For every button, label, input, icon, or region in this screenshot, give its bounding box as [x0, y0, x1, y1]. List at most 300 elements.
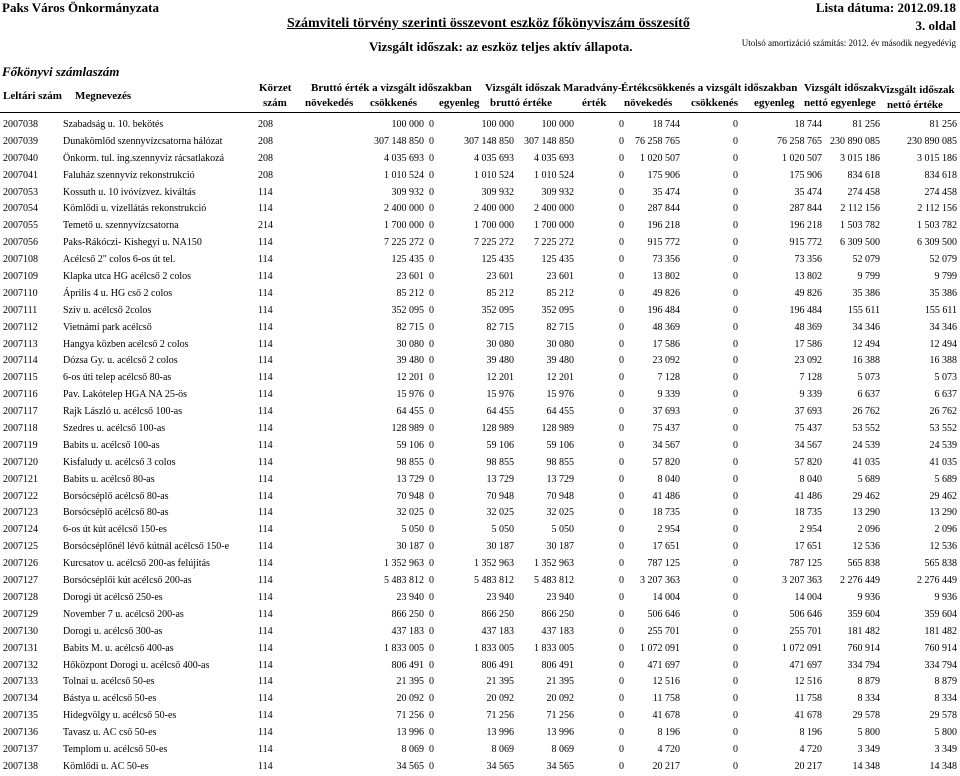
cell-brutto-novekedes: 309 932 — [391, 186, 424, 198]
cell-korzet: 114 — [258, 507, 273, 519]
cell-ertekcsokk-novekedes: 8 040 — [657, 473, 680, 485]
cell-korzet: 114 — [258, 625, 273, 637]
table-row — [0, 438, 960, 455]
cell-brutto-csokkenes: 0 — [429, 659, 434, 671]
cell-ertekcsokk-csokkenes: 0 — [733, 271, 738, 283]
cell-netto-egyenlege: 53 552 — [852, 423, 880, 435]
cell-leltari-szam: 2007114 — [3, 355, 38, 367]
cell-brutto-csokkenes: 0 — [429, 693, 434, 705]
cell-ertekcsokk-csokkenes: 0 — [733, 254, 738, 266]
cell-brutto-csokkenes: 0 — [429, 507, 434, 519]
col-brutto-csokkenes: csökkenés — [370, 97, 418, 109]
cell-leltari-szam: 2007129 — [3, 608, 38, 620]
cell-netto-egyenlege: 5 073 — [857, 372, 880, 384]
cell-brutto-egyenleg: 34 565 — [486, 760, 514, 772]
cell-ertekcsokk-egyenleg: 34 567 — [794, 439, 822, 451]
cell-korzet: 114 — [258, 693, 273, 705]
cell-ertekcsokk-novekedes: 915 772 — [647, 237, 680, 249]
cell-korzet: 114 — [258, 558, 273, 570]
cell-megnevezes: Borsócséplő acélcső 80-as — [63, 507, 169, 519]
cell-brutto-csokkenes: 0 — [429, 490, 434, 502]
cell-brutto-csokkenes: 0 — [429, 203, 434, 215]
cell-ertekcsokk-csokkenes: 0 — [733, 608, 738, 620]
cell-brutto-egyenleg: 13 729 — [486, 473, 514, 485]
cell-ertekcsokk-novekedes: 12 516 — [652, 676, 680, 688]
cell-brutto-csokkenes: 0 — [429, 152, 434, 164]
cell-netto-erteke: 3 349 — [934, 743, 957, 755]
cell-ertekcsokk-csokkenes: 0 — [733, 524, 738, 536]
cell-leltari-szam: 2007056 — [3, 237, 38, 249]
col-leltari: Leltári szám — [3, 90, 62, 102]
cell-brutto-novekedes: 7 225 272 — [384, 237, 424, 249]
cell-netto-erteke: 29 578 — [929, 710, 957, 722]
cell-ertekcsokk-novekedes: 2 954 — [657, 524, 680, 536]
cell-brutto-novekedes: 12 201 — [396, 372, 424, 384]
cell-vizsgalt-brutto-erteke: 85 212 — [546, 287, 574, 299]
cell-leltari-szam: 2007040 — [3, 152, 38, 164]
cell-ertekcsokk-csokkenes: 0 — [733, 220, 738, 232]
cell-korzet: 114 — [258, 676, 273, 688]
cell-korzet: 114 — [258, 575, 273, 587]
cell-leltari-szam: 2007125 — [3, 541, 38, 553]
col-ertekcsokk-csokkenes: csökkenés — [691, 97, 739, 109]
cell-brutto-egyenleg: 5 050 — [491, 524, 514, 536]
cell-maradvany-ertek: 0 — [619, 152, 624, 164]
cell-brutto-csokkenes: 0 — [429, 254, 434, 266]
cell-leltari-szam: 2007132 — [3, 659, 38, 671]
cell-megnevezes: Acélcső 2" colos 6-os út tel. — [63, 254, 176, 266]
table-row — [0, 370, 960, 387]
cell-brutto-novekedes: 437 183 — [391, 625, 424, 637]
cell-ertekcsokk-csokkenes: 0 — [733, 507, 738, 519]
cell-brutto-novekedes: 128 989 — [391, 423, 424, 435]
cell-netto-erteke: 12 494 — [929, 338, 957, 350]
table-row — [0, 353, 960, 370]
cell-ertekcsokk-egyenleg: 76 258 765 — [777, 135, 822, 147]
cell-brutto-novekedes: 21 395 — [396, 676, 424, 688]
cell-maradvany-ertek: 0 — [619, 760, 624, 772]
cell-netto-egyenlege: 230 890 085 — [830, 135, 880, 147]
cell-korzet: 114 — [258, 304, 273, 316]
cell-brutto-csokkenes: 0 — [429, 541, 434, 553]
cell-ertekcsokk-novekedes: 196 218 — [647, 220, 680, 232]
cell-megnevezes: Templom u. acélcső 50-es — [63, 743, 168, 755]
cell-netto-erteke: 5 689 — [934, 473, 957, 485]
cell-megnevezes: Dorogi út acélcső 250-es — [63, 591, 163, 603]
cell-ertekcsokk-egyenleg: 1 020 507 — [782, 152, 822, 164]
cell-brutto-egyenleg: 100 000 — [481, 119, 514, 130]
cell-brutto-egyenleg: 806 491 — [481, 659, 514, 671]
cell-brutto-novekedes: 71 256 — [396, 710, 424, 722]
cell-brutto-novekedes: 39 480 — [396, 355, 424, 367]
cell-korzet: 114 — [258, 743, 273, 755]
col-netto-erteke: nettó értéke — [887, 99, 943, 111]
cell-netto-egyenlege: 2 112 156 — [840, 203, 880, 215]
cell-korzet: 208 — [258, 119, 273, 130]
cell-megnevezes: Hőközpont Dorogi u. acélcső 400-as — [63, 659, 210, 671]
cell-netto-erteke: 760 914 — [924, 642, 957, 654]
cell-brutto-novekedes: 30 080 — [396, 338, 424, 350]
cell-ertekcsokk-novekedes: 37 693 — [652, 406, 680, 418]
cell-vizsgalt-brutto-erteke: 1 352 963 — [534, 558, 574, 570]
cell-megnevezes: Szedres u. acélcső 100-as — [63, 423, 166, 435]
cell-ertekcsokk-egyenleg: 196 484 — [789, 304, 822, 316]
cell-vizsgalt-brutto-erteke: 1 833 005 — [534, 642, 574, 654]
table-row — [0, 320, 960, 337]
table-row — [0, 472, 960, 489]
cell-brutto-egyenleg: 8 069 — [491, 743, 514, 755]
cell-netto-egyenlege: 5 800 — [857, 727, 880, 739]
cell-ertekcsokk-egyenleg: 196 218 — [789, 220, 822, 232]
cell-brutto-egyenleg: 128 989 — [481, 423, 514, 435]
cell-maradvany-ertek: 0 — [619, 439, 624, 451]
cell-maradvany-ertek: 0 — [619, 727, 624, 739]
col-brutto-erteke: bruttó értéke — [490, 97, 553, 109]
cell-vizsgalt-brutto-erteke: 125 435 — [541, 254, 574, 266]
cell-ertekcsokk-egyenleg: 41 678 — [794, 710, 822, 722]
cell-vizsgalt-brutto-erteke: 23 940 — [546, 591, 574, 603]
cell-vizsgalt-brutto-erteke: 32 025 — [546, 507, 574, 519]
cell-netto-erteke: 565 838 — [924, 558, 957, 570]
cell-ertekcsokk-egyenleg: 3 207 363 — [782, 575, 822, 587]
cell-leltari-szam: 2007115 — [3, 372, 38, 384]
cell-maradvany-ertek: 0 — [619, 507, 624, 519]
cell-korzet: 114 — [258, 642, 273, 654]
cell-brutto-csokkenes: 0 — [429, 760, 434, 772]
col-maradvany: Maradvány- — [563, 82, 622, 94]
cell-ertekcsokk-csokkenes: 0 — [733, 237, 738, 249]
table-row — [0, 134, 960, 151]
cell-brutto-csokkenes: 0 — [429, 271, 434, 283]
cell-brutto-novekedes: 20 092 — [396, 693, 424, 705]
col-vizsgalt-netto-egyenleg: Vizsgált időszak — [804, 82, 880, 94]
cell-maradvany-ertek: 0 — [619, 456, 624, 468]
cell-brutto-csokkenes: 0 — [429, 608, 434, 620]
table-row — [0, 505, 960, 522]
cell-netto-egyenlege: 6 309 500 — [840, 237, 880, 249]
cell-ertekcsokk-csokkenes: 0 — [733, 676, 738, 688]
cell-ertekcsokk-csokkenes: 0 — [733, 591, 738, 603]
cell-netto-erteke: 834 618 — [924, 169, 957, 181]
cell-netto-erteke: 2 112 156 — [917, 203, 957, 215]
cell-ertekcsokk-csokkenes: 0 — [733, 541, 738, 553]
col-vizsgalt-netto-ertek: Vizsgált időszak — [879, 84, 955, 96]
cell-vizsgalt-brutto-erteke: 98 855 — [546, 456, 574, 468]
cell-korzet: 114 — [258, 271, 273, 283]
cell-maradvany-ertek: 0 — [619, 591, 624, 603]
cell-leltari-szam: 2007120 — [3, 456, 38, 468]
cell-maradvany-ertek: 0 — [619, 203, 624, 215]
table-row — [0, 168, 960, 185]
cell-leltari-szam: 2007126 — [3, 558, 38, 570]
cell-brutto-egyenleg: 1 700 000 — [474, 220, 514, 232]
cell-ertekcsokk-novekedes: 18 744 — [652, 119, 680, 130]
table-row — [0, 269, 960, 286]
cell-korzet: 114 — [258, 355, 273, 367]
table-row — [0, 742, 960, 759]
cell-netto-erteke: 5 800 — [934, 727, 957, 739]
cell-korzet: 114 — [258, 659, 273, 671]
cell-netto-egyenlege: 334 794 — [847, 659, 880, 671]
cell-brutto-csokkenes: 0 — [429, 406, 434, 418]
table-row — [0, 218, 960, 235]
cell-ertekcsokk-csokkenes: 0 — [733, 473, 738, 485]
cell-ertekcsokk-egyenleg: 287 844 — [789, 203, 822, 215]
cell-ertekcsokk-egyenleg: 18 735 — [794, 507, 822, 519]
cell-brutto-csokkenes: 0 — [429, 575, 434, 587]
cell-ertekcsokk-egyenleg: 255 701 — [789, 625, 822, 637]
cell-netto-egyenlege: 3 349 — [857, 743, 880, 755]
cell-vizsgalt-brutto-erteke: 307 148 850 — [524, 135, 574, 147]
cell-netto-erteke: 35 386 — [929, 287, 957, 299]
cell-vizsgalt-brutto-erteke: 1 700 000 — [534, 220, 574, 232]
cell-brutto-novekedes: 32 025 — [396, 507, 424, 519]
cell-ertekcsokk-csokkenes: 0 — [733, 659, 738, 671]
cell-maradvany-ertek: 0 — [619, 473, 624, 485]
cell-maradvany-ertek: 0 — [619, 271, 624, 283]
cell-netto-erteke: 12 536 — [929, 541, 957, 553]
cell-ertekcsokk-egyenleg: 12 516 — [794, 676, 822, 688]
cell-ertekcsokk-novekedes: 255 701 — [647, 625, 680, 637]
cell-vizsgalt-brutto-erteke: 71 256 — [546, 710, 574, 722]
cell-ertekcsokk-novekedes: 175 906 — [647, 169, 680, 181]
cell-korzet: 114 — [258, 710, 273, 722]
cell-ertekcsokk-csokkenes: 0 — [733, 406, 738, 418]
cell-korzet: 114 — [258, 406, 273, 418]
cell-brutto-egyenleg: 59 106 — [486, 439, 514, 451]
cell-netto-erteke: 334 794 — [924, 659, 957, 671]
cell-ertekcsokk-csokkenes: 0 — [733, 389, 738, 401]
cell-brutto-egyenleg: 12 201 — [486, 372, 514, 384]
cell-korzet: 114 — [258, 338, 273, 350]
cell-megnevezes: Vietnámi park acélcső — [63, 321, 152, 333]
cell-megnevezes: Dózsa Gy. u. acélcső 2 colos — [63, 355, 178, 367]
cell-korzet: 114 — [258, 490, 273, 502]
cell-megnevezes: Bástya u. acélcső 50-es — [63, 693, 157, 705]
cell-leltari-szam: 2007109 — [3, 271, 38, 283]
cell-megnevezes: 6-os út kút acélcső 150-es — [63, 524, 167, 536]
cell-brutto-csokkenes: 0 — [429, 710, 434, 722]
cell-netto-egyenlege: 29 462 — [852, 490, 880, 502]
cell-netto-egyenlege: 52 079 — [852, 254, 880, 266]
cell-netto-egyenlege: 274 458 — [847, 186, 880, 198]
cell-vizsgalt-brutto-erteke: 34 565 — [546, 760, 574, 772]
cell-brutto-novekedes: 64 455 — [396, 406, 424, 418]
cell-netto-erteke: 53 552 — [929, 423, 957, 435]
cell-megnevezes: 6-os úti telep acélcső 80-as — [63, 372, 172, 384]
cell-ertekcsokk-novekedes: 35 474 — [652, 186, 680, 198]
col-brutto-group: Bruttó érték a vizsgált időszakban — [311, 82, 472, 94]
cell-leltari-szam: 2007108 — [3, 254, 38, 266]
amortization-note: Utolsó amortizáció számítás: 2012. év második negyedévig — [741, 38, 956, 48]
cell-leltari-szam: 2007041 — [3, 169, 38, 181]
col-ertekcsokk-novekedes: növekedés — [624, 97, 673, 109]
cell-brutto-csokkenes: 0 — [429, 524, 434, 536]
cell-ertekcsokk-csokkenes: 0 — [733, 625, 738, 637]
col-vizsgalt-brutto: Vizsgált időszak — [485, 82, 561, 94]
table-row — [0, 404, 960, 421]
cell-korzet: 114 — [258, 287, 273, 299]
cell-korzet: 114 — [258, 389, 273, 401]
cell-megnevezes: Kisfaludy u. acélcső 3 colos — [63, 456, 176, 468]
cell-megnevezes: Kossuth u. 10 ivóvízvez. kiváltás — [63, 186, 196, 198]
cell-netto-egyenlege: 8 334 — [857, 693, 880, 705]
cell-ertekcsokk-novekedes: 4 720 — [657, 743, 680, 755]
cell-maradvany-ertek: 0 — [619, 490, 624, 502]
cell-brutto-csokkenes: 0 — [429, 676, 434, 688]
col-maradvany-ertek: érték — [582, 97, 607, 109]
table-row — [0, 337, 960, 354]
cell-megnevezes: Hidegvölgy u. acélcső 50-es — [63, 710, 177, 722]
cell-brutto-csokkenes: 0 — [429, 321, 434, 333]
table-row — [0, 607, 960, 624]
cell-ertekcsokk-novekedes: 13 802 — [652, 271, 680, 283]
cell-brutto-novekedes: 85 212 — [396, 287, 424, 299]
cell-ertekcsokk-novekedes: 23 092 — [652, 355, 680, 367]
cell-brutto-egyenleg: 20 092 — [486, 693, 514, 705]
cell-brutto-novekedes: 5 483 812 — [384, 575, 424, 587]
cell-korzet: 114 — [258, 456, 273, 468]
cell-netto-egyenlege: 1 503 782 — [840, 220, 880, 232]
cell-megnevezes: Kömlődi u. vízellátás rekonstrukció — [63, 203, 207, 215]
cell-brutto-egyenleg: 98 855 — [486, 456, 514, 468]
cell-netto-erteke: 230 890 085 — [907, 135, 957, 147]
table-row — [0, 522, 960, 539]
cell-netto-erteke: 8 334 — [934, 693, 957, 705]
col-brutto-novekedes: növekedés — [305, 97, 354, 109]
cell-leltari-szam: 2007117 — [3, 406, 38, 418]
cell-megnevezes: Rajk László u. acélcső 100-as — [63, 406, 183, 418]
cell-ertekcsokk-egyenleg: 17 586 — [794, 338, 822, 350]
cell-netto-erteke: 359 604 — [924, 608, 957, 620]
cell-megnevezes: Klapka utca HG acélcső 2 colos — [63, 271, 192, 283]
cell-netto-erteke: 2 096 — [934, 524, 957, 536]
cell-brutto-egyenleg: 15 976 — [486, 389, 514, 401]
cell-maradvany-ertek: 0 — [619, 659, 624, 671]
cell-brutto-egyenleg: 30 187 — [486, 541, 514, 553]
cell-vizsgalt-brutto-erteke: 309 932 — [541, 186, 574, 198]
table-row — [0, 235, 960, 252]
cell-ertekcsokk-csokkenes: 0 — [733, 760, 738, 772]
cell-netto-erteke: 6 309 500 — [917, 237, 957, 249]
cell-korzet: 114 — [258, 423, 273, 435]
cell-brutto-novekedes: 1 010 524 — [384, 169, 424, 181]
cell-brutto-csokkenes: 0 — [429, 558, 434, 570]
cell-korzet: 114 — [258, 727, 273, 739]
cell-netto-erteke: 1 503 782 — [917, 220, 957, 232]
cell-ertekcsokk-csokkenes: 0 — [733, 203, 738, 215]
cell-ertekcsokk-egyenleg: 9 339 — [799, 389, 822, 401]
table-row — [0, 303, 960, 320]
cell-ertekcsokk-novekedes: 287 844 — [647, 203, 680, 215]
cell-korzet: 208 — [258, 152, 273, 164]
cell-netto-egyenlege: 14 348 — [852, 760, 880, 772]
cell-brutto-egyenleg: 309 932 — [481, 186, 514, 198]
cell-brutto-egyenleg: 2 400 000 — [474, 203, 514, 215]
cell-netto-egyenlege: 34 346 — [852, 321, 880, 333]
cell-leltari-szam: 2007138 — [3, 760, 38, 772]
cell-maradvany-ertek: 0 — [619, 524, 624, 536]
cell-brutto-novekedes: 23 601 — [396, 271, 424, 283]
cell-ertekcsokk-csokkenes: 0 — [733, 642, 738, 654]
cell-leltari-szam: 2007122 — [3, 490, 38, 502]
cell-vizsgalt-brutto-erteke: 5 050 — [551, 524, 574, 536]
cell-vizsgalt-brutto-erteke: 8 069 — [551, 743, 574, 755]
cell-vizsgalt-brutto-erteke: 15 976 — [546, 389, 574, 401]
cell-ertekcsokk-csokkenes: 0 — [733, 743, 738, 755]
asset-table-body — [0, 117, 960, 776]
cell-netto-egyenlege: 3 015 186 — [840, 152, 880, 164]
cell-korzet: 214 — [258, 220, 273, 232]
cell-ertekcsokk-egyenleg: 13 802 — [794, 271, 822, 283]
cell-ertekcsokk-egyenleg: 57 820 — [794, 456, 822, 468]
cell-brutto-novekedes: 1 352 963 — [384, 558, 424, 570]
cell-netto-erteke: 29 462 — [929, 490, 957, 502]
table-row — [0, 286, 960, 303]
cell-korzet: 114 — [258, 541, 273, 553]
cell-ertekcsokk-novekedes: 76 258 765 — [635, 135, 680, 147]
cell-vizsgalt-brutto-erteke: 13 729 — [546, 473, 574, 485]
cell-netto-egyenlege: 8 879 — [857, 676, 880, 688]
cell-leltari-szam: 2007137 — [3, 743, 38, 755]
table-row — [0, 252, 960, 269]
cell-maradvany-ertek: 0 — [619, 693, 624, 705]
cell-netto-egyenlege: 12 494 — [852, 338, 880, 350]
cell-leltari-szam: 2007054 — [3, 203, 38, 215]
col-korzet: Körzet — [259, 82, 292, 94]
col-brutto-egyenleg: egyenleg — [439, 97, 480, 109]
cell-vizsgalt-brutto-erteke: 4 035 693 — [534, 152, 574, 164]
cell-korzet: 114 — [258, 237, 273, 249]
cell-brutto-egyenleg: 21 395 — [486, 676, 514, 688]
cell-leltari-szam: 2007135 — [3, 710, 38, 722]
cell-leltari-szam: 2007116 — [3, 389, 38, 401]
cell-maradvany-ertek: 0 — [619, 710, 624, 722]
cell-leltari-szam: 2007127 — [3, 575, 38, 587]
cell-ertekcsokk-egyenleg: 8 040 — [799, 473, 822, 485]
cell-netto-egyenlege: 359 604 — [847, 608, 880, 620]
cell-brutto-csokkenes: 0 — [429, 389, 434, 401]
cell-vizsgalt-brutto-erteke: 13 996 — [546, 727, 574, 739]
cell-brutto-novekedes: 82 715 — [396, 321, 424, 333]
cell-megnevezes: Szív u. acélcső 2colos — [63, 304, 152, 316]
cell-netto-erteke: 81 256 — [929, 119, 957, 130]
cell-netto-erteke: 2 276 449 — [917, 575, 957, 587]
cell-netto-egyenlege: 9 936 — [857, 591, 880, 603]
cell-megnevezes: Április 4 u. HG cső 2 colos — [63, 287, 173, 299]
cell-ertekcsokk-egyenleg: 17 651 — [794, 541, 822, 553]
cell-netto-erteke: 6 637 — [934, 389, 957, 401]
cell-ertekcsokk-egyenleg: 20 217 — [794, 760, 822, 772]
cell-brutto-egyenleg: 13 996 — [486, 727, 514, 739]
cell-netto-erteke: 41 035 — [929, 456, 957, 468]
list-date: Lista dátuma: 2012.09.18 — [815, 0, 956, 15]
cell-ertekcsokk-egyenleg: 41 486 — [794, 490, 822, 502]
cell-ertekcsokk-egyenleg: 23 092 — [794, 355, 822, 367]
cell-megnevezes: Paks-Rákóczi- Kishegyi u. NA150 — [63, 237, 202, 249]
cell-vizsgalt-brutto-erteke: 437 183 — [541, 625, 574, 637]
cell-megnevezes: Borsócséplői kút acélcső 200-as — [63, 575, 192, 587]
cell-leltari-szam: 2007123 — [3, 507, 38, 519]
cell-brutto-egyenleg: 39 480 — [486, 355, 514, 367]
cell-brutto-csokkenes: 0 — [429, 237, 434, 249]
cell-megnevezes: Borsócséplőnél lévő kútnál acélcső 150-e — [63, 541, 230, 553]
cell-megnevezes: Kömlődi u. AC 50-es — [63, 760, 149, 772]
cell-leltari-szam: 2007112 — [3, 321, 38, 333]
cell-ertekcsokk-egyenleg: 787 125 — [789, 558, 822, 570]
cell-vizsgalt-brutto-erteke: 128 989 — [541, 423, 574, 435]
cell-netto-erteke: 52 079 — [929, 254, 957, 266]
